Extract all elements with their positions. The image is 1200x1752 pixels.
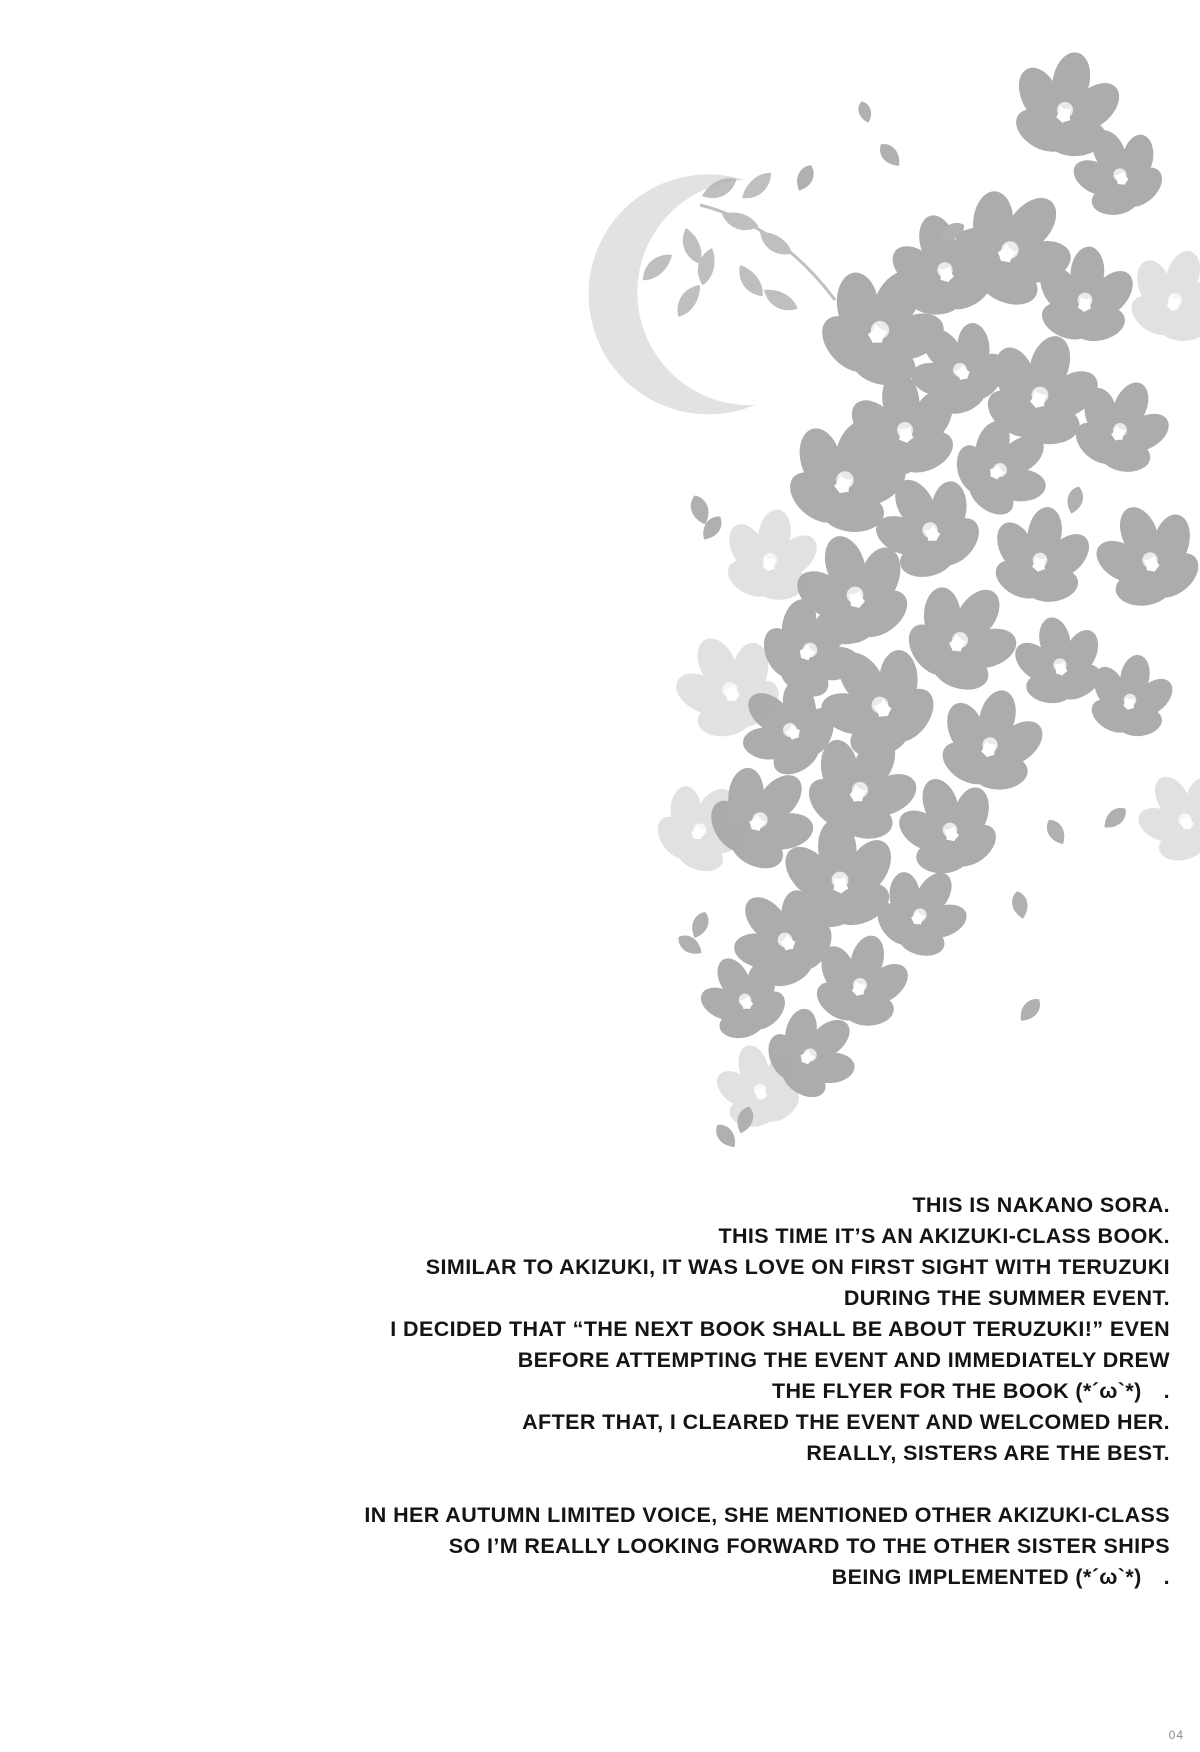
afterword-line: IN HER AUTUMN LIMITED VOICE, SHE MENTIONED OTHER AKIZUKI-CLASS xyxy=(364,1503,1170,1527)
afterword-line: THIS TIME IT’S AN AKIZUKI-CLASS BOOK. xyxy=(718,1224,1170,1248)
leaf-branch xyxy=(638,166,835,321)
afterword-line: THE FLYER FOR THE BOOK (*´ω`*) . xyxy=(771,1379,1170,1403)
crescent-moon-icon xyxy=(589,174,755,414)
afterword-line: THIS IS NAKANO SORA. xyxy=(912,1193,1170,1217)
afterword-line: AFTER THAT, I CLEARED THE EVENT AND WELCOMED HER. xyxy=(522,1410,1170,1434)
sakura-blossom-cluster xyxy=(635,40,1200,1141)
afterword-line: DURING THE SUMMER EVENT. xyxy=(843,1286,1170,1310)
afterword-line: SIMILAR TO AKIZUKI, IT WAS LOVE ON FIRST SIGHT WITH TERUZUKI xyxy=(425,1255,1170,1279)
afterword-paragraph-1 xyxy=(150,1190,1170,1469)
afterword-line: REALLY, SISTERS ARE THE BEST. xyxy=(806,1441,1170,1465)
afterword-line: BEING IMPLEMENTED (*´ω`*) . xyxy=(831,1565,1170,1589)
page-number: 04 xyxy=(1168,1728,1184,1742)
afterword-line: BEFORE ATTEMPTING THE EVENT AND IMMEDIATELY DREW xyxy=(517,1348,1170,1372)
falling-petals xyxy=(674,99,1130,1151)
afterword-line: I DECIDED THAT “THE NEXT BOOK SHALL BE ABOUT TERUZUKI!” EVEN xyxy=(390,1317,1170,1341)
afterword-line: SO I’M REALLY LOOKING FORWARD TO THE OTHER SISTER SHIPS xyxy=(448,1534,1170,1558)
afterword-paragraph-2 xyxy=(150,1500,1170,1593)
afterword-text xyxy=(150,1190,1170,1593)
